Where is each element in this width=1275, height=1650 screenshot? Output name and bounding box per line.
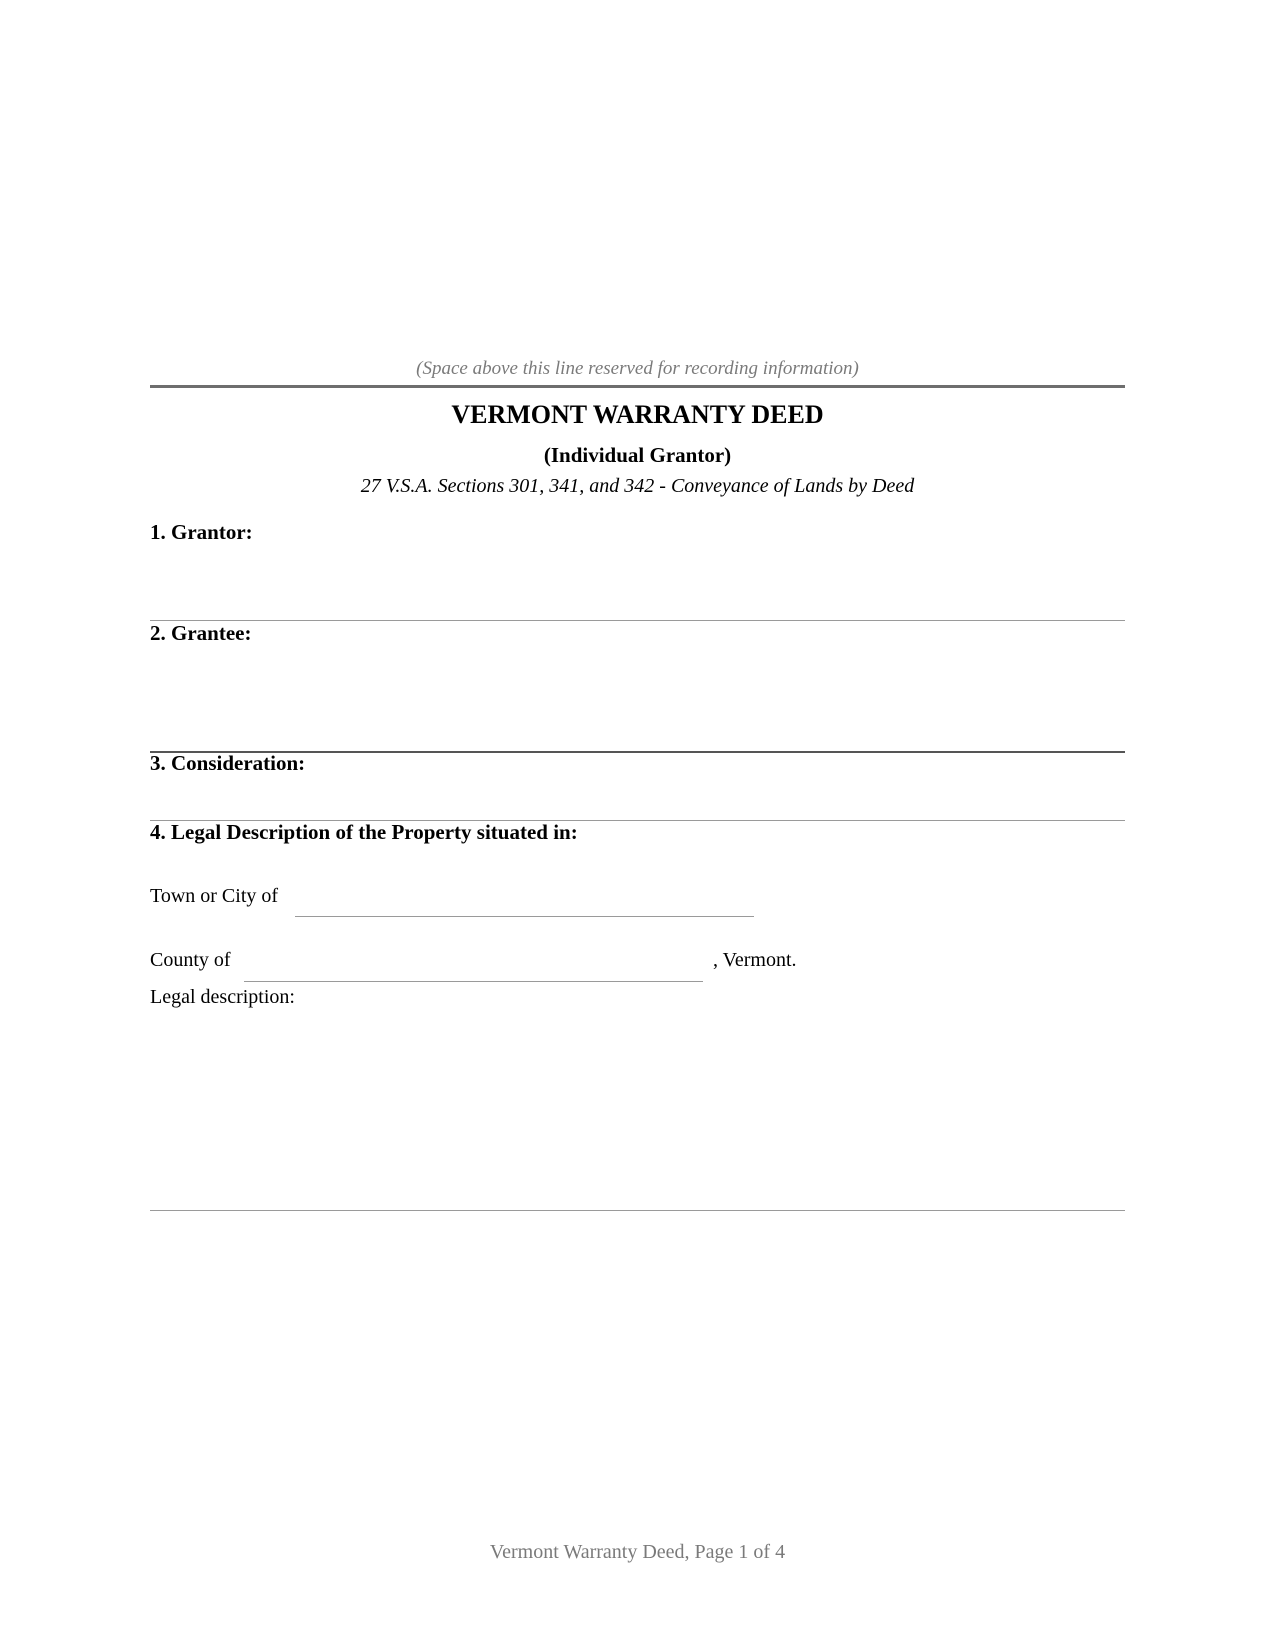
- legal-description-label: Legal description:: [150, 986, 295, 1008]
- town-label: Town or City of: [150, 885, 279, 907]
- grantor-heading: 1. Grantor:: [150, 520, 253, 544]
- statute-reference: 27 V.S.A. Sections 301, 341, and 342 - Conveyance of Lands by Deed: [360, 475, 915, 497]
- county-label: County of: [150, 949, 231, 971]
- document-title: VERMONT WARRANTY DEED: [451, 400, 824, 429]
- recording-divider: [150, 385, 1125, 388]
- county-underline: [244, 981, 703, 982]
- grantee-field[interactable]: [150, 650, 1125, 745]
- grantee-heading: 2. Grantee:: [150, 621, 252, 645]
- grantor-field[interactable]: [150, 550, 1125, 610]
- recording-space-note: (Space above this line reserved for recording information): [416, 358, 859, 379]
- consideration-heading: 3. Consideration:: [150, 751, 306, 775]
- consideration-field[interactable]: [150, 780, 1125, 815]
- legal-description-field[interactable]: [150, 1015, 1125, 1200]
- page-footer: Vermont Warranty Deed, Page 1 of 4: [489, 1541, 786, 1563]
- legal-description-heading: 4. Legal Description of the Property situated in:: [150, 820, 578, 844]
- legal-description-underline: [150, 1210, 1125, 1211]
- grantor-underline: [150, 620, 1125, 621]
- town-underline: [295, 916, 754, 917]
- county-suffix: , Vermont.: [713, 949, 797, 971]
- document-subtitle: (Individual Grantor): [543, 443, 732, 467]
